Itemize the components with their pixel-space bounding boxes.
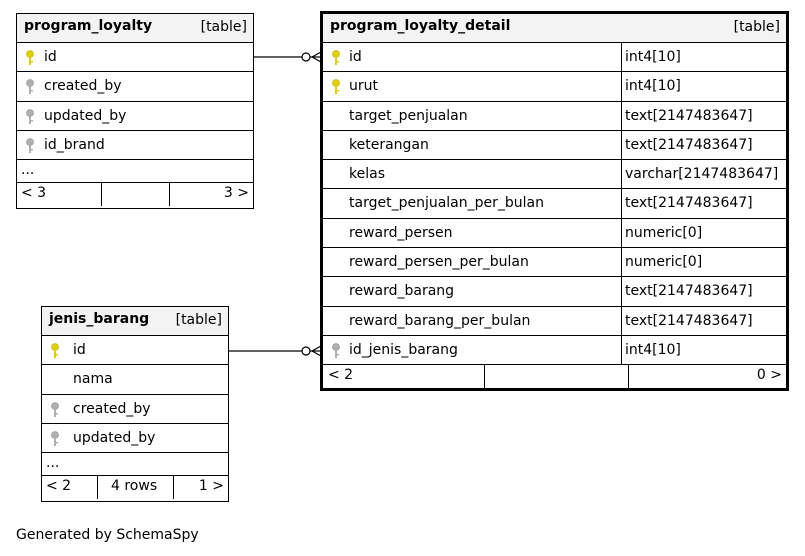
table-footer bbox=[17, 183, 253, 206]
column-name: target_penjualan bbox=[349, 107, 468, 124]
column-type: text[2147483647] bbox=[625, 107, 753, 124]
foreign-key-icon bbox=[49, 402, 61, 418]
table-type: [table] bbox=[733, 19, 780, 35]
column-row[interactable] bbox=[323, 131, 786, 160]
footer-parents[interactable]: < 2 bbox=[46, 478, 72, 495]
column-row[interactable] bbox=[323, 43, 786, 72]
column-row[interactable] bbox=[42, 336, 228, 365]
edge-jenis-barang-to-detail bbox=[229, 346, 321, 356]
footer-divider bbox=[173, 476, 174, 499]
column-name: updated_by bbox=[44, 107, 127, 124]
column-row[interactable] bbox=[17, 131, 253, 160]
column-row[interactable] bbox=[17, 72, 253, 101]
footer-children[interactable]: 3 > bbox=[223, 185, 249, 202]
foreign-key-icon bbox=[330, 343, 342, 359]
column-divider bbox=[621, 189, 622, 217]
column-row[interactable] bbox=[323, 72, 786, 101]
column-divider bbox=[621, 307, 622, 335]
table-name: program_loyalty_detail bbox=[330, 18, 511, 34]
column-name: id bbox=[44, 49, 57, 65]
column-divider bbox=[621, 160, 622, 188]
column-divider bbox=[621, 219, 622, 247]
table-name: jenis_barang bbox=[49, 311, 150, 327]
footer-divider bbox=[97, 476, 98, 499]
column-row[interactable] bbox=[42, 365, 228, 394]
column-type: text[2147483647] bbox=[625, 195, 753, 212]
column-name: reward_barang bbox=[349, 283, 455, 300]
column-name: created_by bbox=[44, 78, 122, 95]
footer-children[interactable]: 1 > bbox=[198, 478, 224, 495]
column-type: int4[10] bbox=[625, 341, 681, 358]
column-row[interactable] bbox=[323, 219, 786, 248]
column-name: reward_persen_per_bulan bbox=[349, 254, 529, 271]
primary-key-icon bbox=[330, 50, 342, 66]
column-type: int4[10] bbox=[625, 49, 681, 65]
column-name: id bbox=[349, 49, 362, 65]
column-row[interactable] bbox=[323, 189, 786, 218]
column-name: updated_by bbox=[73, 429, 156, 446]
foreign-key-icon bbox=[24, 138, 36, 154]
column-type: int4[10] bbox=[625, 78, 681, 95]
table-header bbox=[323, 14, 786, 43]
table-footer bbox=[323, 365, 786, 388]
column-row[interactable] bbox=[323, 336, 786, 365]
column-name: target_penjualan_per_bulan bbox=[349, 195, 544, 212]
column-row[interactable] bbox=[42, 395, 228, 424]
column-name: keterangan bbox=[349, 136, 429, 153]
more-columns bbox=[17, 160, 253, 183]
column-divider bbox=[621, 43, 622, 71]
column-row[interactable] bbox=[323, 102, 786, 131]
footer-parents[interactable]: < 2 bbox=[328, 367, 354, 384]
column-name: kelas bbox=[349, 166, 385, 183]
column-type: varchar[2147483647] bbox=[625, 166, 779, 183]
table-program-loyalty-detail[interactable] bbox=[320, 11, 789, 391]
footer-divider bbox=[101, 183, 102, 206]
table-type: [table] bbox=[200, 19, 247, 35]
column-name: created_by bbox=[73, 400, 151, 417]
column-row[interactable] bbox=[17, 102, 253, 131]
column-name: id_jenis_barang bbox=[349, 341, 458, 358]
column-name: id bbox=[73, 342, 86, 358]
table-type: [table] bbox=[175, 312, 222, 328]
column-row[interactable] bbox=[17, 43, 253, 72]
foreign-key-icon bbox=[49, 431, 61, 447]
footer-divider bbox=[169, 183, 170, 206]
column-divider bbox=[621, 102, 622, 130]
column-type: numeric[0] bbox=[625, 224, 703, 241]
column-row[interactable] bbox=[323, 277, 786, 306]
table-program-loyalty[interactable] bbox=[16, 13, 254, 209]
column-row[interactable] bbox=[42, 424, 228, 453]
column-divider bbox=[621, 277, 622, 305]
column-row[interactable] bbox=[323, 160, 786, 189]
column-type: text[2147483647] bbox=[625, 136, 753, 153]
footer-divider bbox=[628, 365, 629, 388]
footer-rows: 4 rows bbox=[111, 478, 158, 495]
column-row[interactable] bbox=[323, 248, 786, 277]
column-divider bbox=[621, 72, 622, 100]
column-row[interactable] bbox=[323, 307, 786, 336]
more-columns bbox=[42, 453, 228, 476]
footer-children[interactable]: 0 > bbox=[756, 367, 782, 384]
more-columns-text: ... bbox=[21, 162, 35, 179]
column-divider bbox=[621, 336, 622, 364]
foreign-key-icon bbox=[24, 79, 36, 95]
column-name: reward_barang_per_bulan bbox=[349, 312, 531, 329]
column-name: urut bbox=[349, 78, 378, 95]
column-type: text[2147483647] bbox=[625, 283, 753, 300]
table-jenis-barang[interactable] bbox=[41, 306, 229, 502]
primary-key-icon bbox=[330, 79, 342, 95]
table-header bbox=[17, 14, 253, 43]
footer-divider bbox=[484, 365, 485, 388]
generated-by-label: Generated by SchemaSpy bbox=[16, 527, 199, 543]
column-name: reward_persen bbox=[349, 224, 453, 241]
column-name: id_brand bbox=[44, 136, 105, 153]
foreign-key-icon bbox=[24, 109, 36, 125]
edge-program-loyalty-to-detail bbox=[254, 52, 321, 62]
column-type: text[2147483647] bbox=[625, 312, 753, 329]
table-footer bbox=[42, 476, 228, 499]
column-divider bbox=[621, 131, 622, 159]
column-divider bbox=[621, 248, 622, 276]
column-name: nama bbox=[73, 371, 113, 388]
more-columns-text: ... bbox=[46, 455, 60, 472]
column-type: numeric[0] bbox=[625, 254, 703, 271]
primary-key-icon bbox=[24, 50, 36, 66]
table-header bbox=[42, 307, 228, 336]
primary-key-icon bbox=[49, 343, 61, 359]
table-name: program_loyalty bbox=[24, 18, 153, 34]
footer-parents[interactable]: < 3 bbox=[21, 185, 47, 202]
